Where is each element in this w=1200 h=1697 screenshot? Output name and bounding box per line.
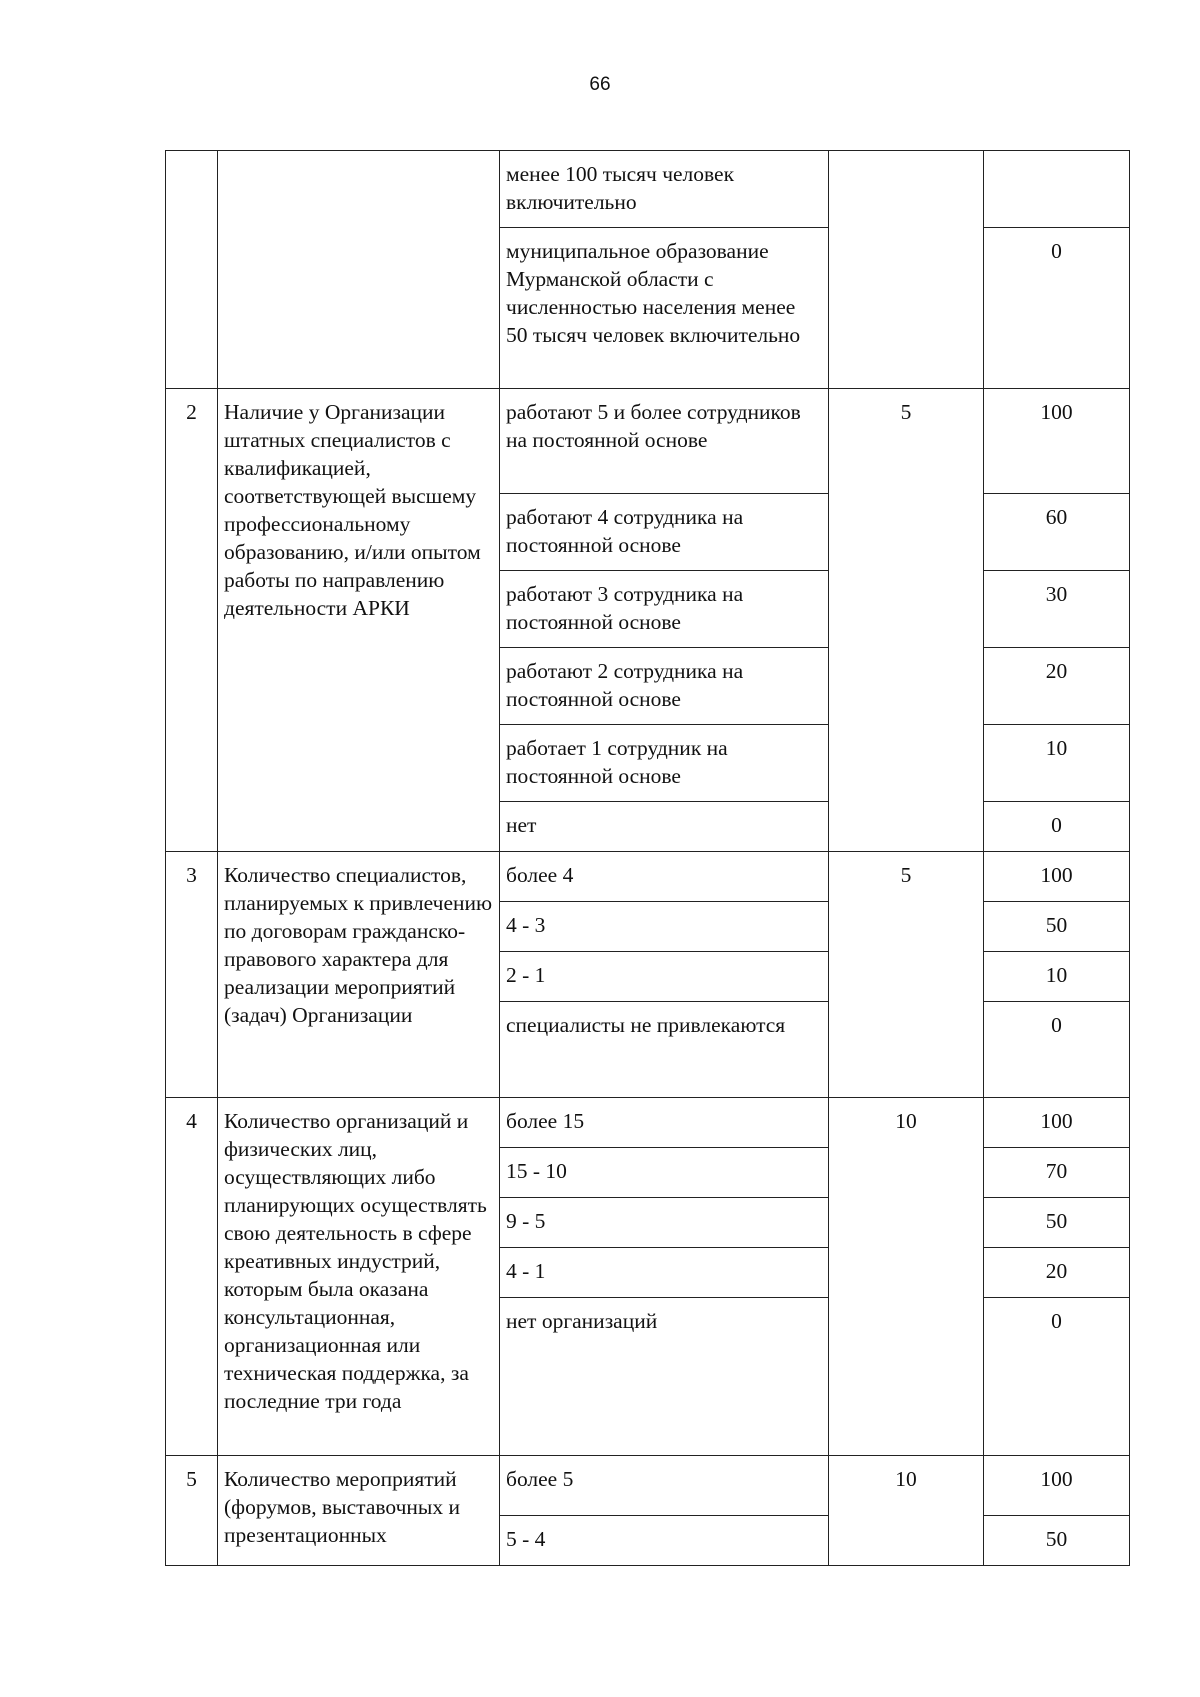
option-score: 60 (984, 494, 1130, 571)
criterion-number: 2 (166, 389, 218, 852)
option-score: 50 (984, 1516, 1130, 1566)
criterion-weight: 10 (829, 1098, 984, 1456)
criterion-weight: 5 (829, 852, 984, 1098)
option-text: специалисты не привлекаются (500, 1002, 829, 1098)
criterion-number: 5 (166, 1456, 218, 1566)
option-text: 5 - 4 (500, 1516, 829, 1566)
option-text: 2 - 1 (500, 952, 829, 1002)
option-text: муниципальное образование Мурманской области с численностью населения менее 50 тысяч человек включительно (500, 228, 829, 389)
option-score: 0 (984, 1298, 1130, 1456)
option-text: более 15 (500, 1098, 829, 1148)
criterion-weight: 10 (829, 1456, 984, 1566)
option-text: менее 100 тысяч человек включительно (500, 151, 829, 228)
criterion-number: 3 (166, 852, 218, 1098)
criterion-name: Наличие у Организации штатных специалистов с квалификацией, соответствующей высшему профессиональному образованию, и/или опытом работы по направлению деятельности АРКИ (218, 389, 500, 852)
option-text: 9 - 5 (500, 1198, 829, 1248)
criterion-name (218, 151, 500, 389)
option-text: работают 5 и более сотрудников на постоянной основе (500, 389, 829, 494)
option-score: 30 (984, 571, 1130, 648)
option-score: 100 (984, 852, 1130, 902)
criterion-weight (829, 151, 984, 389)
table-row (166, 852, 1130, 902)
option-text: нет (500, 802, 829, 852)
option-score: 100 (984, 1098, 1130, 1148)
option-score: 50 (984, 1198, 1130, 1248)
option-text: более 4 (500, 852, 829, 902)
criterion-name: Количество организаций и физических лиц, осуществляющих либо планирующих осуществлять свою деятельность в сфере креативных индустрий, которым была оказана консультационная, организационная или техническая поддержка, за последние три года (218, 1098, 500, 1456)
table-row (166, 1456, 1130, 1516)
option-text: работают 2 сотрудника на постоянной основе (500, 648, 829, 725)
option-text: нет организаций (500, 1298, 829, 1456)
criterion-number: 4 (166, 1098, 218, 1456)
option-text: работают 3 сотрудника на постоянной основе (500, 571, 829, 648)
option-score: 0 (984, 1002, 1130, 1098)
criteria-table (165, 150, 1130, 1566)
criterion-name: Количество специалистов, планируемых к привлечению по договорам гражданско-правового характера для реализации мероприятий (задач) Организации (218, 852, 500, 1098)
option-score: 0 (984, 802, 1130, 852)
criterion-name: Количество мероприятий (форумов, выставочных и презентационных (218, 1456, 500, 1566)
option-text: работают 4 сотрудника на постоянной основе (500, 494, 829, 571)
option-score: 20 (984, 1248, 1130, 1298)
option-score: 50 (984, 902, 1130, 952)
option-text: 4 - 3 (500, 902, 829, 952)
table-row (166, 389, 1130, 494)
option-text: 15 - 10 (500, 1148, 829, 1198)
criterion-number (166, 151, 218, 389)
option-score: 10 (984, 952, 1130, 1002)
option-score: 0 (984, 228, 1130, 389)
table-row (166, 151, 1130, 228)
option-score (984, 151, 1130, 228)
option-text: более 5 (500, 1456, 829, 1516)
page-number: 66 (589, 74, 611, 95)
option-text: работает 1 сотрудник на постоянной основе (500, 725, 829, 802)
criterion-weight: 5 (829, 389, 984, 852)
option-score: 100 (984, 389, 1130, 494)
option-text: 4 - 1 (500, 1248, 829, 1298)
option-score: 70 (984, 1148, 1130, 1198)
table-row (166, 1098, 1130, 1148)
option-score: 100 (984, 1456, 1130, 1516)
option-score: 20 (984, 648, 1130, 725)
option-score: 10 (984, 725, 1130, 802)
